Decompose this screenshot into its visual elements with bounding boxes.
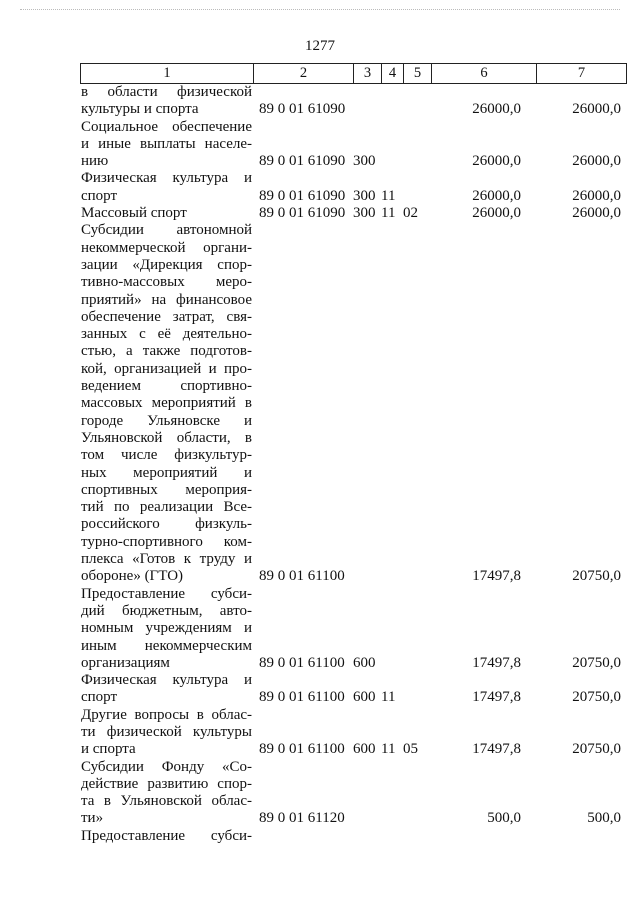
amount-year-1: 26000,0 <box>472 153 521 170</box>
target-code: 89 0 01 61100 <box>259 741 345 758</box>
scan-artifact-line <box>20 9 620 11</box>
description-line: Ульяновской области, в <box>81 429 252 446</box>
table-row <box>81 170 625 205</box>
amount-year-1: 26000,0 <box>472 101 521 118</box>
expense-type: 600 <box>353 741 376 758</box>
table-row <box>81 828 625 845</box>
description-line: занных с её деятельно- <box>81 326 252 343</box>
row-description <box>81 119 252 171</box>
table-row <box>81 759 625 828</box>
amount-year-1: 26000,0 <box>472 187 521 204</box>
target-code: 89 0 01 61120 <box>259 810 345 827</box>
amount-year-2: 26000,0 <box>572 101 621 118</box>
section: 11 <box>381 741 396 758</box>
row-description <box>81 586 252 672</box>
target-code: 89 0 01 61100 <box>259 689 345 706</box>
amount-year-1: 17497,8 <box>472 741 521 758</box>
description-line: и иные выплаты населе- <box>81 135 252 152</box>
description-line: приятий» на финансовое <box>81 291 252 308</box>
description-line: иным некоммерческим <box>81 637 252 654</box>
description-line: тий по реализации Все- <box>81 499 252 516</box>
amount-year-1: 17497,8 <box>472 568 521 585</box>
table-row <box>81 84 625 119</box>
target-code: 89 0 01 61090 <box>259 205 346 222</box>
description-line: Субсидии Фонду «Со- <box>81 758 252 775</box>
header-col-3: 3 <box>353 64 381 83</box>
amount-year-1: 26000,0 <box>472 205 521 222</box>
description-line: плекса «Готов к труду и <box>81 551 252 568</box>
description-line: организациям <box>81 654 170 671</box>
description-line: Физическая культура и <box>81 672 252 689</box>
description-line: тивно-массовых меро- <box>81 274 252 291</box>
description-line: ных мероприятий и <box>81 464 252 481</box>
row-description <box>81 828 252 845</box>
row-description <box>81 205 252 222</box>
description-line: обеспечение затрат, свя- <box>81 308 252 325</box>
row-description <box>81 707 252 759</box>
description-line: Предоставление субси- <box>81 827 252 844</box>
description-line: Предоставление субси- <box>81 585 252 602</box>
description-line: зации «Дирекция спор- <box>81 256 252 273</box>
description-line: ведением спортивно- <box>81 378 252 395</box>
amount-year-2: 26000,0 <box>572 187 621 204</box>
description-line: в области физической <box>81 84 252 100</box>
subsection: 02 <box>403 205 418 222</box>
row-description <box>81 84 252 119</box>
description-line: Субсидии автономной <box>81 222 252 239</box>
target-code: 89 0 01 61090 <box>259 187 346 204</box>
section: 11 <box>381 205 396 222</box>
amount-year-1: 17497,8 <box>472 654 521 671</box>
table-row <box>81 672 625 707</box>
description-line: ти физической культуры <box>81 723 252 740</box>
amount-year-2: 500,0 <box>587 810 621 827</box>
description-line: номным учреждениям и <box>81 620 252 637</box>
section: 11 <box>381 689 396 706</box>
header-col-2: 2 <box>253 64 353 83</box>
description-line: та в Ульяновской облас- <box>81 793 252 810</box>
target-code: 89 0 01 61100 <box>259 568 345 585</box>
description-line: стью, а также подготов- <box>81 343 252 360</box>
page-number: 1277 <box>305 38 335 54</box>
description-line: спортивных мероприя- <box>81 481 252 498</box>
description-line: ти» <box>81 810 104 827</box>
row-description <box>81 222 252 585</box>
description-line: Социальное обеспечение <box>81 118 252 135</box>
table-row <box>81 205 625 222</box>
table-header <box>80 63 627 84</box>
expense-type: 300 <box>353 205 376 222</box>
amount-year-1: 500,0 <box>487 810 521 827</box>
description-line: кой, организацией и про- <box>81 360 252 377</box>
expense-type: 600 <box>353 689 376 706</box>
description-line: спорт <box>81 187 118 204</box>
header-col-7: 7 <box>536 64 626 83</box>
header-col-1: 1 <box>163 65 171 81</box>
subsection: 05 <box>403 741 418 758</box>
row-description <box>81 672 252 707</box>
description-line: дий бюджетным, авто- <box>81 602 252 619</box>
description-line: Физическая культура и <box>81 170 252 187</box>
row-description <box>81 759 252 828</box>
table-body <box>81 84 625 845</box>
expense-type: 600 <box>353 654 376 671</box>
row-description <box>81 170 252 205</box>
amount-year-2: 20750,0 <box>572 568 621 585</box>
description-line: обороне» (ГТО) <box>81 568 184 585</box>
header-col-4: 4 <box>381 64 403 83</box>
amount-year-2: 26000,0 <box>572 153 621 170</box>
description-line: спорт <box>81 689 118 706</box>
amount-year-2: 20750,0 <box>572 741 621 758</box>
section: 11 <box>381 187 396 204</box>
description-line: Массовый спорт <box>81 205 187 222</box>
description-line: том числе физкультур- <box>81 447 252 464</box>
description-line: массовых мероприятий в <box>81 395 252 412</box>
amount-year-2: 20750,0 <box>572 689 621 706</box>
table-row <box>81 586 625 672</box>
amount-year-1: 17497,8 <box>472 689 521 706</box>
description-line: нию <box>81 153 109 170</box>
description-line: культуры и спорта <box>81 101 199 118</box>
expense-type: 300 <box>353 153 376 170</box>
expense-type: 300 <box>353 187 376 204</box>
description-line: городе Ульяновске и <box>81 412 252 429</box>
description-line: действие развитию спор- <box>81 775 252 792</box>
description-line: российского физкуль- <box>81 516 252 533</box>
table-row <box>81 707 625 759</box>
description-line: турно-спортивного ком- <box>81 533 252 550</box>
amount-year-2: 26000,0 <box>572 205 621 222</box>
description-line: Другие вопросы в облас- <box>81 706 252 723</box>
description-line: и спорта <box>81 741 136 758</box>
table-row <box>81 222 625 585</box>
table-row <box>81 119 625 171</box>
header-col-5: 5 <box>403 64 431 83</box>
target-code: 89 0 01 61100 <box>259 654 345 671</box>
description-line: некоммерческой органи- <box>81 239 252 256</box>
header-col-6: 6 <box>431 64 536 83</box>
target-code: 89 0 01 61090 <box>259 153 346 170</box>
target-code: 89 0 01 61090 <box>259 101 346 118</box>
amount-year-2: 20750,0 <box>572 654 621 671</box>
